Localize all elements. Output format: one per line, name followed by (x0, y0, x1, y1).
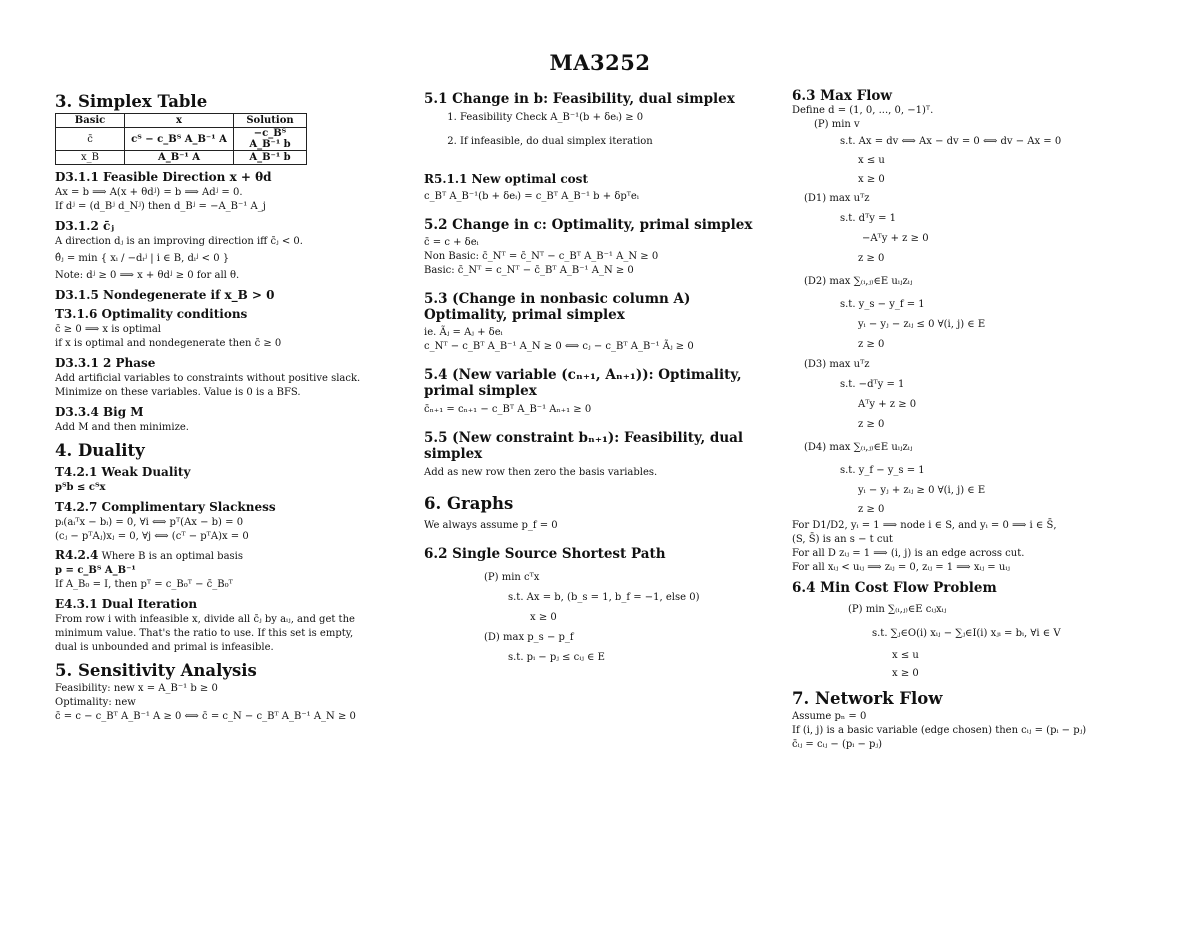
heading-5-4-cont: primal simplex (424, 383, 537, 399)
text-line: s.t. −dᵀy = 1 (840, 379, 905, 390)
heading-network-flow: 7. Network Flow (792, 689, 943, 708)
heading-r424: R4.2.4 (55, 548, 99, 562)
heading-duality: 4. Duality (55, 441, 145, 460)
text-line: Where B is an optimal basis (101, 551, 243, 562)
text-line: If (i, j) is a basic variable (edge chosen) then cᵢⱼ = (pᵢ − pⱼ) (792, 725, 1087, 736)
table-cell: A_B⁻¹ A (125, 151, 234, 165)
text-line: yᵢ − yⱼ + zᵢⱼ ≥ 0 ∀(i, j) ∈ E (858, 485, 986, 496)
heading-d331: D3.3.1 2 Phase (55, 356, 156, 370)
heading-d311: D3.1.1 Feasible Direction x + θd (55, 170, 272, 184)
table-header-cell: Solution (234, 114, 307, 128)
text-line: Add M and then minimize. (55, 422, 189, 433)
text-line: c̄ ≥ 0 ⟹ x is optimal (55, 324, 162, 335)
heading-5-4: 5.4 (New variable (cₙ₊₁, Aₙ₊₁)): Optimality, (424, 367, 742, 383)
text-line: dual is unbounded and primal is infeasible. (55, 642, 274, 653)
text-line: s.t. Ax = b, (b_s = 1, b_f = −1, else 0) (508, 592, 700, 603)
text-line: p = c_Bᵀ A_B⁻¹ (55, 565, 136, 576)
feasibility-list (424, 111, 774, 149)
heading-r511: R5.1.1 New optimal cost (424, 172, 588, 186)
text-line: Add artificial variables to constraints without positive slack. (55, 373, 361, 384)
table-cell: x_B (56, 151, 125, 165)
heading-e431: E4.3.1 Dual Iteration (55, 597, 198, 611)
table-cell: cᵀ − c_Bᵀ A_B⁻¹ A (125, 128, 234, 151)
text-line: yᵢ − yⱼ − zᵢⱼ ≤ 0 ∀(i, j) ∈ E (858, 319, 986, 330)
text-line: z ≥ 0 (858, 253, 885, 264)
text-line: c_Nᵀ − c_Bᵀ A_B⁻¹ A_N ≥ 0 ⟺ cⱼ − c_Bᵀ A_B⁻¹ Ãⱼ ≥ 0 (424, 341, 694, 352)
heading-d312: D3.1.2 c̄ⱼ (55, 219, 115, 233)
simplex-table (55, 113, 307, 165)
table-cell: −c_Bᵀ A_B⁻¹ b (234, 128, 307, 151)
heading-5-5: 5.5 (New constraint bₙ₊₁): Feasibility, dual (424, 430, 744, 446)
text-line: We always assume p_f = 0 (424, 520, 558, 531)
page-title: MA3252 (549, 50, 651, 75)
heading-t421: T4.2.1 Weak Duality (55, 465, 191, 479)
text-line: Feasibility: new x = A_B⁻¹ b ≥ 0 (55, 683, 218, 694)
heading-6-4: 6.4 Min Cost Flow Problem (792, 580, 997, 596)
column-3 (792, 86, 1144, 752)
heading-5-3-cont: Optimality, primal simplex (424, 307, 625, 323)
text-line: Basic: c̄_Nᵀ = c_Nᵀ − c̄_Bᵀ A_B⁻¹ A_N ≥ 0 (424, 265, 634, 276)
text-line: Ax = b ⟹ A(x + θdʲ) = b ⟹ Adʲ = 0. (55, 187, 243, 198)
text-line: x ≤ u (892, 650, 919, 661)
text-line: z ≥ 0 (858, 339, 885, 350)
text-line: if x is optimal and nondegenerate then c̄ ≥ 0 (55, 338, 282, 349)
table-row (56, 151, 307, 165)
heading-5-3: 5.3 (Change in nonbasic column A) (424, 291, 691, 307)
text-line: c̄ = c + δeᵢ (424, 237, 479, 248)
text-line: −Aᵀy + z ≥ 0 (862, 233, 929, 244)
text-line: ie. Ãⱼ = Aⱼ + δeᵢ (424, 327, 503, 338)
table-cell: c̄ (56, 128, 125, 151)
text-line: pᵢ(aᵢᵀx − bᵢ) = 0, ∀i ⟺ pᵀ(Ax − b) = 0 (55, 517, 244, 528)
heading-d334: D3.3.4 Big M (55, 405, 144, 419)
heading-t427: T4.2.7 Complimentary Slackness (55, 500, 276, 514)
column-2 (424, 86, 774, 668)
text-line: Optimality: new (55, 697, 136, 708)
text-line: (P) min ∑₍ᵢ,ⱼ₎∈E cᵢⱼxᵢⱼ (848, 604, 947, 615)
text-line: Aᵀy + z ≥ 0 (858, 399, 917, 410)
text-line: z ≥ 0 (858, 504, 885, 515)
text-line: For D1/D2, yᵢ = 1 ⟹ node i ∈ S, and yᵢ = 0 ⟹ i ∈ S̄, (792, 520, 1057, 531)
text-line: x ≤ u (858, 155, 885, 166)
text-line: (D2) max ∑₍ᵢ,ⱼ₎∈E uᵢⱼzᵢⱼ (804, 276, 913, 287)
text-line: From row i with infeasible x, divide all c̄ⱼ by aᵢⱼ, and get the (55, 614, 355, 625)
heading-5-2: 5.2 Change in c: Optimality, primal simplex (424, 217, 753, 233)
text-line: c_Bᵀ A_B⁻¹(b + δeᵢ) = c_Bᵀ A_B⁻¹ b + δpᵀeᵢ (424, 191, 639, 202)
text-line: Define d = (1, 0, ..., 0, −1)ᵀ. (792, 105, 934, 116)
text-line: A direction dⱼ is an improving direction iff c̄ⱼ < 0. (55, 236, 303, 247)
text-line: c̄ᵢⱼ = cᵢⱼ − (pᵢ − pⱼ) (792, 739, 882, 750)
text-line: c̄ₙ₊₁ = cₙ₊₁ − c_Bᵀ A_B⁻¹ Aₙ₊₁ ≥ 0 (424, 404, 592, 415)
heading-5-5-cont: simplex (424, 446, 483, 462)
text-line: s.t. y_s − y_f = 1 (840, 299, 925, 310)
table-header-cell: Basic (56, 114, 125, 128)
heading-d315: D3.1.5 Nondegenerate if x_B > 0 (55, 288, 275, 302)
text-line: For all xᵢⱼ < uᵢⱼ ⟹ zᵢⱼ = 0, zᵢⱼ = 1 ⟹ xᵢⱼ = uᵢⱼ (792, 562, 1010, 573)
heading-sensitivity: 5. Sensitivity Analysis (55, 661, 257, 680)
text-line: (D3) max uᵀz (804, 359, 870, 370)
text-line: If dʲ = (d_Bʲ d_Nʲ) then d_Bʲ = −A_B⁻¹ A_j (55, 201, 266, 212)
column-1 (55, 86, 407, 724)
text-line: Non Basic: c̄_Nᵀ = c̄_Nᵀ − c_Bᵀ A_B⁻¹ A_N ≥ 0 (424, 251, 659, 262)
text-line: θ̂ⱼ = min { xᵢ / −dᵢʲ | i ∈ B, dᵢʲ < 0 } (55, 253, 230, 264)
text-line: x ≥ 0 (892, 668, 919, 679)
table-header-row (56, 114, 307, 128)
text-line: (cⱼ − pᵀAⱼ)xⱼ = 0, ∀j ⟺ (cᵀ − pᵀA)x = 0 (55, 531, 249, 542)
text-line: (P) min cᵀx (484, 572, 540, 583)
text-line: Add as new row then zero the basis variables. (424, 467, 658, 478)
heading-simplex-table: 3. Simplex Table (55, 92, 208, 111)
text-line: x ≥ 0 (530, 612, 557, 623)
text-line: z ≥ 0 (858, 419, 885, 430)
text-line: Minimize on these variables. Value is 0 is a BFS. (55, 387, 301, 398)
text-line: s.t. y_f − y_s = 1 (840, 465, 925, 476)
heading-graphs: 6. Graphs (424, 494, 514, 513)
text-line: (D4) max ∑₍ᵢ,ⱼ₎∈E uᵢⱼzᵢⱼ (804, 442, 913, 453)
text-line: s.t. Ax = dv ⟺ Ax − dv = 0 ⟺ dv − Ax = 0 (840, 136, 1062, 147)
text-line: s.t. dᵀy = 1 (840, 213, 897, 224)
text-line: If A_B₀ = I, then pᵀ = c_B₀ᵀ − c̄_B₀ᵀ (55, 579, 233, 590)
text-line: For all D zᵢⱼ = 1 ⟹ (i, j) is an edge across cut. (792, 548, 1025, 559)
heading-6-3: 6.3 Max Flow (792, 88, 892, 104)
text-line: (S, S̄) is an s − t cut (792, 534, 893, 545)
heading-5-1: 5.1 Change in b: Feasibility, dual simplex (424, 91, 735, 107)
text-line: s.t. pᵢ − pⱼ ≤ cᵢⱼ ∈ E (508, 652, 605, 663)
text-line: Note: dʲ ≥ 0 ⟹ x + θdʲ ≥ 0 for all θ. (55, 270, 240, 281)
text-line: pᵀb ≤ cᵀx (55, 482, 106, 493)
list-item: 1. Feasibility Check A_B⁻¹(b + δeᵢ) ≥ 0 (460, 111, 774, 125)
text-line: (P) min v (814, 119, 860, 130)
table-header-cell: x (125, 114, 234, 128)
text-line: s.t. ∑ⱼ∈O(i) xᵢⱼ − ∑ⱼ∈I(i) xⱼᵢ = bᵢ, ∀i ∈ V (872, 628, 1061, 639)
text-line: minimum value. That's the ratio to use. If this set is empty, (55, 628, 354, 639)
heading-6-2: 6.2 Single Source Shortest Path (424, 546, 666, 562)
table-row (56, 128, 307, 151)
text-line: Assume pₙ = 0 (792, 711, 867, 722)
text-line: (D1) max uᵀz (804, 193, 870, 204)
text-line: (D) max p_s − p_f (484, 632, 574, 643)
table-cell: A_B⁻¹ b (234, 151, 307, 165)
list-item: 2. If infeasible, do dual simplex iteration (460, 135, 774, 149)
heading-t316: T3.1.6 Optimality conditions (55, 307, 248, 321)
text-line: c̄ = c − c_Bᵀ A_B⁻¹ A ≥ 0 ⟺ c̄ = c_N − c_Bᵀ A_B⁻¹ A_N ≥ 0 (55, 711, 356, 722)
text-line: x ≥ 0 (858, 174, 885, 185)
